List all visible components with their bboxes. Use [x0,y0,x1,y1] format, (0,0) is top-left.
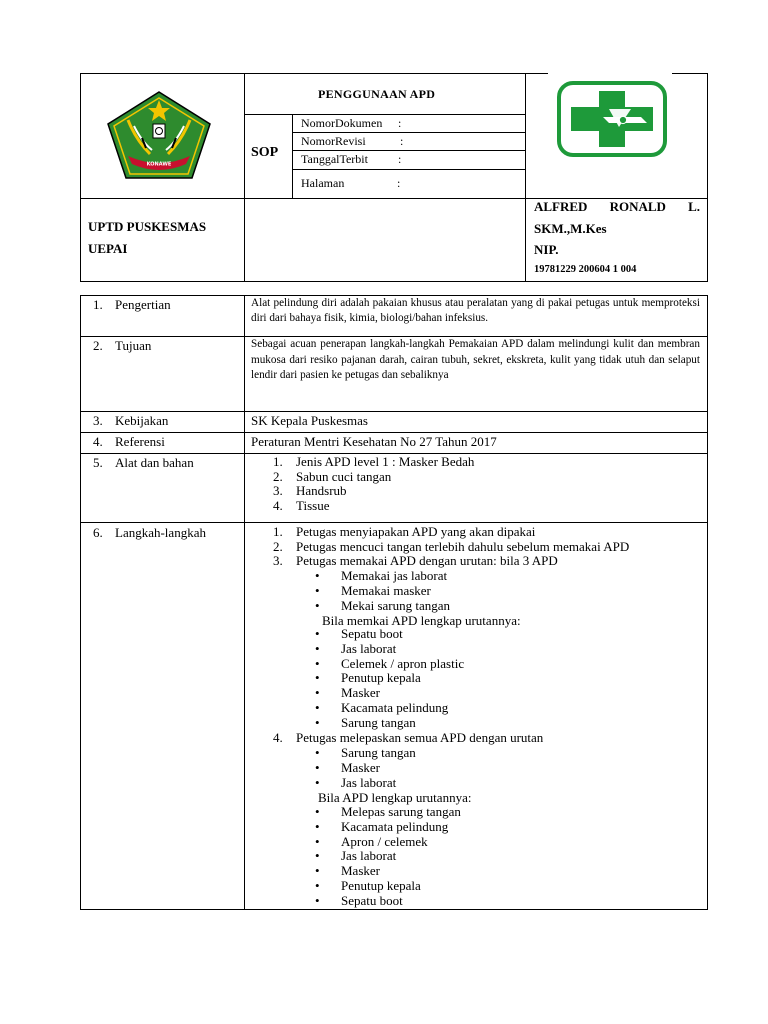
list-item: • Apron / celemek [315,835,461,850]
field-label: TanggalTerbit [301,152,368,166]
svg-text:KONAWE: KONAWE [146,161,172,168]
list-item: 4. Tissue [273,497,330,513]
list-item: • Jas laborat [315,642,464,657]
list-item: • Jas laborat [315,849,461,864]
remove-3-apd-list [315,746,416,790]
sop-label: SOP [251,145,279,160]
list-item: • Sepatu boot [315,627,464,642]
field-sep: : [398,116,402,130]
field-sep: : [397,176,401,190]
list-item: • Kacamata pelindung [315,701,464,716]
nip-value: 19781229 200604 1 004 [534,264,637,275]
steps-list [273,525,629,569]
list-item: 3. Petugas memakai APD dengan urutan: bila 3 APD [273,553,558,569]
list-item: • Kacamata pelindung [315,820,461,835]
field-label: NomorDokumen [301,116,383,130]
remove-full-intro: Bila APD lengkap urutannya: [318,790,472,805]
list-item: • Masker [315,864,461,879]
section-number: 2. [93,338,103,353]
list-item: • Masker [315,761,416,776]
section-text: SK Kepala Puskesmas [251,413,368,428]
section-number: 5. [93,455,103,470]
section-label: Kebijakan [115,413,169,428]
list-item: • Penutup kepala [315,671,464,686]
section-text: Sebagai acuan penerapan langkah-langkah Pemakaian APD dalam melindungi kulit dan membran mukosa dari resiko pajanan darah, cairan tubuh, sekret, ekskreta, kulit yang tidak utuh dan selaput lendir dari pasien ke petugas dan sebaliknya [251,338,700,381]
section-text: Alat pelindung diri adalah pakaian khusus atau peralatan yang di pakai petugas untuk memproteksi diri dari bahaya fisik, kimia, biologi/bahan infeksius. [251,297,700,324]
wear-full-apd-list [315,627,464,731]
list-item: • Jas laborat [315,776,416,791]
signer-name: ALFRED RONALD L. [534,199,700,214]
wear-3-apd-list [315,569,450,613]
list-item: • Celemek / apron plastic [315,657,464,672]
list-item: • Penutup kepala [315,879,461,894]
wear-full-intro: Bila memkai APD lengkap urutannya: [322,613,521,628]
section-label: Langkah-langkah [115,525,206,540]
health-cross-logo-icon [557,81,667,157]
list-item: 1. Petugas menyiapakan APD yang akan dipakai [273,524,536,539]
list-item: • Memakai jas laborat [315,569,450,584]
section-number: 3. [93,413,103,428]
signer-degree: SKM.,M.Kes [534,221,607,236]
list-item: 3. Handsrub [273,483,347,499]
remove-full-apd-list [315,805,461,909]
list-item: 4. Petugas melepaskan semua APD dengan urutan [273,730,544,745]
steps-list-continued [273,731,543,746]
document-title: PENGGUNAAN APD [318,87,436,101]
field-sep: : [398,152,402,166]
list-item: • Memakai masker [315,584,450,599]
list-item: • Sepatu boot [315,894,461,909]
field-label: NomorRevisi [301,134,366,148]
list-item: • Sarung tangan [315,716,464,731]
section-label: Tujuan [115,338,152,353]
section-number: 1. [93,297,103,312]
list-item: 2. Petugas mencuci tangan terlebih dahulu sebelum memakai APD [273,538,630,554]
list-item: 2. Sabun cuci tangan [273,468,392,484]
field-sep: : [400,134,404,148]
section-label: Referensi [115,434,165,449]
section-label: Alat dan bahan [115,455,194,470]
section-label: Pengertian [115,297,171,312]
section-number: 6. [93,525,103,540]
list-item: • Melepas sarung tangan [315,805,461,820]
nip-label: NIP. [534,242,559,257]
list-item: 1. Jenis APD level 1 : Masker Bedah [273,454,475,469]
institution-name: UPTD PUSKESMAS [88,219,207,234]
konawe-emblem-icon [106,90,212,182]
list-item: • Mekai sarung tangan [315,599,450,614]
field-label: Halaman [301,176,345,190]
equipment-list [273,455,474,513]
institution-name: UEPAI [88,241,128,256]
section-number: 4. [93,434,103,449]
list-item: • Sarung tangan [315,746,416,761]
section-text: Peraturan Mentri Kesehatan No 27 Tahun 2017 [251,434,497,449]
list-item: • Masker [315,686,464,701]
